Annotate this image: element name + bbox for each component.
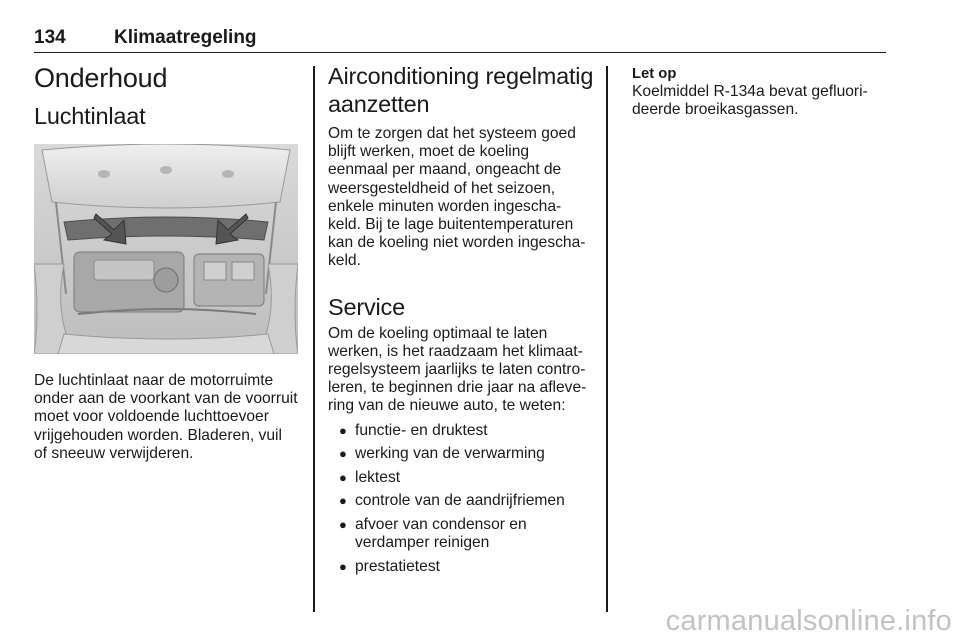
list-item [328,469,594,487]
text-line: blijft werken, moet de koeling [328,143,530,161]
engine-bay-drawing [34,144,298,354]
list-item-text: lektest [355,468,401,486]
text-line: leren, te beginnen drie jaar na afleve- [328,379,587,397]
column-divider-1 [313,66,315,612]
list-item [328,445,594,463]
text-line: eenmaal per maand, ongeacht de [328,161,562,179]
column-1 [34,62,300,463]
text-line: kan de koeling niet worden ingescha- [328,234,586,252]
list-item-text: prestatietest [355,557,440,575]
list-item-text: functie- en druktest [355,421,488,439]
list-item [328,492,594,510]
section-title-service: Service [328,293,405,320]
text-line: Om de koeling optimaal te laten [328,324,548,342]
text-line: Om te zorgen dat het systeem goed [328,125,576,142]
service-checklist [328,422,594,576]
page-header [34,26,886,53]
text-line: onder aan de voorkant van de voorruit [34,390,298,408]
heading-line: Airconditioning regelmatig [328,63,594,89]
list-item-text: afvoer van condensor en [355,516,527,534]
bullet-icon: ● [339,558,347,574]
column-3 [632,62,886,119]
luchtinlaat-paragraph [34,372,300,463]
heading-line: aanzetten [328,91,430,117]
text-line: regelsysteem jaarlijks te laten contro- [328,361,586,379]
text-line: ring van de nieuwe auto, te weten: [328,397,566,415]
note-paragraph [632,83,886,119]
column-2 [328,62,594,581]
text-line: keld. Bij te lage buitentemperaturen [328,216,574,234]
section-title-airconditioning [328,62,594,118]
airconditioning-paragraph [328,125,594,271]
engine-bay-illustration [34,144,298,354]
bullet-icon: ● [339,469,347,485]
bullet-icon: ● [339,422,347,438]
list-item-text: controle van de aandrijfriemen [355,492,565,510]
service-paragraph [328,325,594,416]
text-line: weersgesteldheid of het seizoen, [328,179,556,197]
text-line: werken, is het raadzaam het klimaat- [328,342,583,360]
text-line: deerde broeikasgassen. [632,101,799,119]
text-line: enkele minuten worden ingescha- [328,197,562,215]
text-line: De luchtinlaat naar de motorruimte [34,372,274,389]
column-divider-2 [606,66,608,612]
subsection-title-luchtinlaat: Luchtinlaat [34,103,146,129]
chapter-title: Klimaatregeling [114,27,257,48]
note-title: Let op [632,66,677,82]
list-item [328,558,594,576]
list-item [328,516,594,552]
text-line: of sneeuw verwijderen. [34,444,194,462]
list-item-text: verdamper reinigen [355,534,490,552]
watermark: carmanualsonline.info [665,605,952,637]
section-title-onderhoud: Onderhoud [34,63,168,93]
list-item-text: werking van de verwarming [355,445,545,463]
text-line: vrijgehouden worden. Bladeren, vuil [34,426,282,444]
text-line: Koelmiddel R-134a bevat gefluori- [632,83,868,100]
bullet-icon: ● [339,493,347,509]
text-line: moet voor voldoende luchttoevoer [34,408,269,426]
bullet-icon: ● [339,517,347,533]
page-number: 134 [34,27,66,48]
list-item [328,422,594,440]
text-line: keld. [328,252,361,270]
bullet-icon: ● [339,446,347,462]
